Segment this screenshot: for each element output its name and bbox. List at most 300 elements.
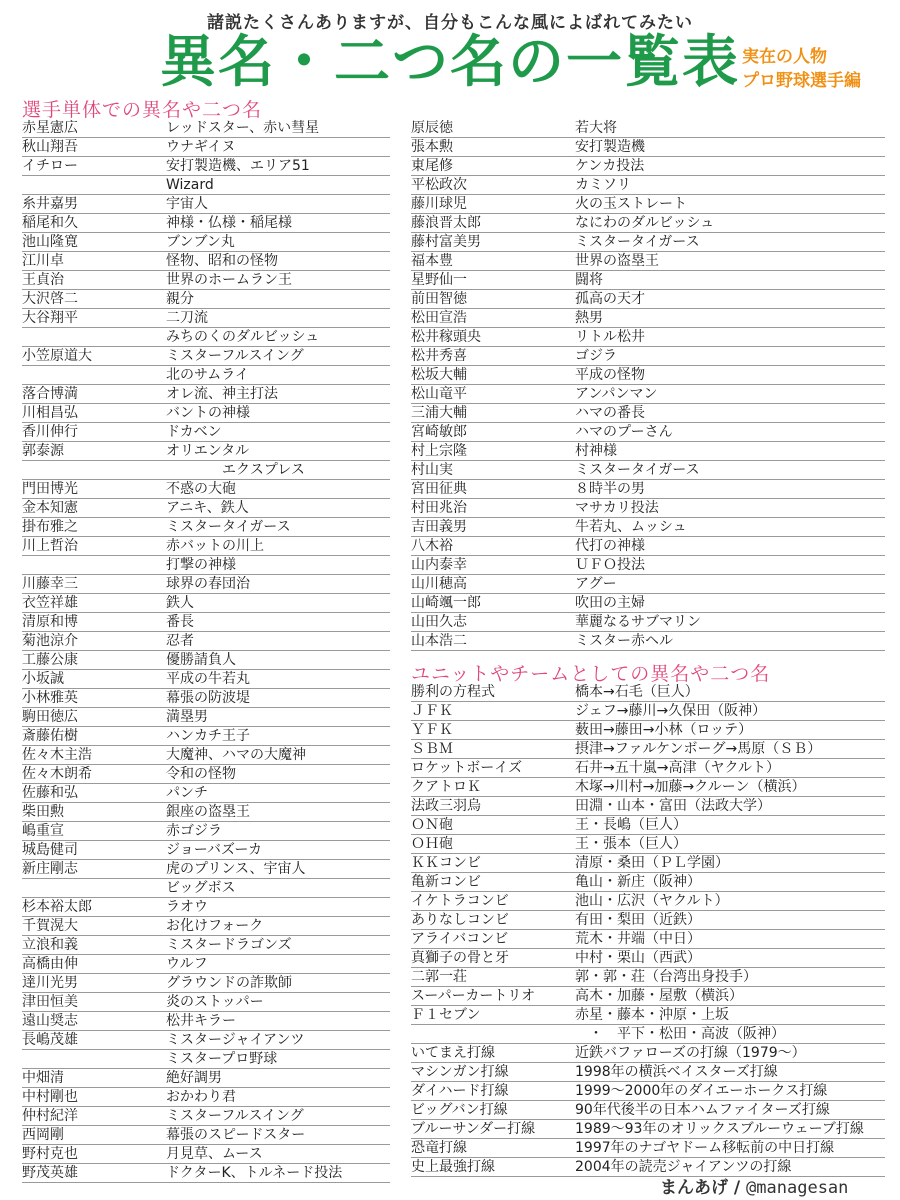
item-nickname: なにわのダルビッシュ	[575, 215, 715, 231]
category-note-line-1: 実在の人物	[742, 47, 827, 67]
item-nickname: 鉄人	[166, 595, 194, 611]
item-name	[411, 1025, 575, 1043]
item-name: 山内泰幸	[411, 557, 467, 573]
list-item	[22, 1126, 390, 1145]
list-item	[22, 157, 390, 176]
item-name: 小林雅英	[22, 690, 78, 706]
list-item	[411, 873, 885, 892]
list-item	[411, 683, 885, 702]
list-item	[22, 651, 390, 670]
item-name	[22, 366, 166, 384]
list-item	[22, 214, 390, 233]
item-nickname: 若大将	[575, 120, 617, 136]
item-name: 稲尾和久	[22, 215, 78, 231]
list-item	[22, 347, 390, 366]
item-name: 平松政次	[411, 177, 467, 193]
item-nickname: 吹田の主婦	[575, 595, 645, 611]
item-name: 嶋重宣	[22, 823, 64, 839]
item-name: 遠山奨志	[22, 1013, 78, 1029]
item-name: 柴田勲	[22, 804, 64, 820]
item-nickname: 忍者	[166, 633, 194, 649]
item-nickname: 1997年のナゴヤドーム移転前の中日打線	[575, 1140, 835, 1156]
list-item	[411, 930, 885, 949]
item-nickname: アンパンマン	[575, 386, 658, 402]
item-nickname: ミスタードラゴンズ	[166, 937, 292, 953]
list-item	[411, 271, 885, 290]
item-name: 福本豊	[411, 253, 453, 269]
list-item	[22, 689, 390, 708]
item-nickname: Wizard	[166, 177, 214, 193]
item-name: 山崎颯一郎	[411, 595, 481, 611]
item-name: 落合博満	[22, 386, 78, 402]
item-name: 吉田義男	[411, 519, 467, 535]
item-name: 中村剛也	[22, 1089, 78, 1105]
item-name: 松坂大輔	[411, 367, 467, 383]
item-name: ブルーサンダー打線	[411, 1121, 536, 1137]
item-name: ＳＢＭ	[411, 741, 453, 757]
item-name: マシンガン打線	[411, 1064, 509, 1080]
list-item	[411, 233, 885, 252]
list-item	[22, 290, 390, 309]
list-item	[411, 252, 885, 271]
item-name: 張本勲	[411, 139, 453, 155]
list-item	[411, 499, 885, 518]
item-nickname: ・ 平下・松田・高波（阪神）	[575, 1026, 785, 1042]
list-item	[411, 214, 885, 233]
list-item	[22, 898, 390, 917]
list-item	[22, 119, 390, 138]
item-nickname: ジョーバズーカ	[166, 842, 263, 858]
item-nickname: 球界の春団治	[166, 576, 250, 592]
item-name: 星野仙一	[411, 272, 467, 288]
item-name: 立浪和義	[22, 937, 78, 953]
list-item	[411, 461, 885, 480]
item-name: ロケットボーイズ	[411, 760, 523, 776]
item-nickname: 華麗なるサブマリン	[575, 614, 701, 630]
list-item	[22, 252, 390, 271]
item-nickname: 1989～93年のオリックスブルーウェーブ打線	[575, 1121, 864, 1137]
item-name: 松山竜平	[411, 386, 467, 402]
item-nickname: 荒木・井端（中日）	[575, 931, 701, 947]
item-name: 衣笠祥雄	[22, 595, 78, 611]
list-item	[411, 759, 885, 778]
list-item	[22, 271, 390, 290]
item-nickname: 満塁男	[166, 709, 208, 725]
list-item	[22, 803, 390, 822]
list-item	[411, 176, 885, 195]
item-nickname: ウルフ	[166, 956, 208, 972]
item-name: 勝利の方程式	[411, 684, 495, 700]
item-name: 金本知憲	[22, 500, 78, 516]
list-item	[411, 816, 885, 835]
item-name: 高橋由伸	[22, 956, 78, 972]
page-subtitle: 諸説たくさんありますが、自分もこんな風によばれてみたい	[207, 13, 693, 33]
category-note	[742, 45, 861, 93]
list-item	[22, 841, 390, 860]
list-item	[411, 480, 885, 499]
item-nickname: 幕張のスピードスター	[166, 1127, 306, 1143]
list-item	[22, 613, 390, 632]
item-name: 藤川球児	[411, 196, 467, 212]
list-item	[411, 721, 885, 740]
item-nickname: 炎のストッパー	[166, 994, 264, 1010]
item-nickname: 世界のホームラン王	[166, 272, 292, 288]
item-name: イチロー	[22, 158, 78, 174]
item-nickname: ゴジラ	[575, 348, 617, 364]
item-nickname: ＵＦＯ投法	[575, 557, 645, 573]
item-nickname: 二刀流	[166, 310, 208, 326]
item-nickname: レッドスター、赤い彗星	[166, 120, 320, 136]
list-item	[411, 702, 885, 721]
item-name: 東尾修	[411, 158, 453, 174]
list-item	[22, 195, 390, 214]
item-name: 山川穂高	[411, 576, 467, 592]
item-name: 山本浩二	[411, 633, 467, 649]
item-nickname: 絶好調男	[166, 1070, 222, 1086]
item-name	[22, 556, 166, 574]
list-item	[22, 480, 390, 499]
item-name	[22, 879, 166, 897]
item-nickname: ミスタージャイアンツ	[166, 1032, 305, 1048]
list-item	[411, 290, 885, 309]
list-item	[22, 138, 390, 157]
list-item	[22, 1145, 390, 1164]
item-nickname: 世界の盗塁王	[575, 253, 659, 269]
item-nickname: リトル松井	[575, 329, 645, 345]
list-item	[22, 670, 390, 689]
list-item	[411, 968, 885, 987]
item-name: ＫＫコンビ	[411, 855, 481, 871]
list-item	[411, 854, 885, 873]
item-name: 王貞治	[22, 272, 64, 288]
item-nickname: 幕張の防波堤	[166, 690, 250, 706]
item-nickname: 村神様	[575, 443, 617, 459]
item-nickname: みちのくのダルビッシュ	[166, 329, 320, 345]
list-item	[22, 233, 390, 252]
list-item	[411, 632, 885, 651]
list-item	[22, 1069, 390, 1088]
item-nickname: ハマのプーさん	[575, 424, 673, 440]
list-item	[411, 556, 885, 575]
item-nickname: 1999～2000年のダイエーホークス打線	[575, 1083, 828, 1099]
item-nickname: 令和の怪物	[166, 766, 236, 782]
list-item	[411, 835, 885, 854]
item-nickname: ケンカ投法	[575, 158, 645, 174]
author-handle: @managesan	[746, 1178, 849, 1198]
list-item	[411, 404, 885, 423]
list-item	[411, 613, 885, 632]
list-item	[411, 575, 885, 594]
item-name: 新庄剛志	[22, 861, 78, 877]
list-item	[22, 1050, 390, 1069]
list-item	[22, 537, 390, 556]
list-item	[22, 765, 390, 784]
item-name: 斎藤佑樹	[22, 728, 78, 744]
item-name: 池山隆寛	[22, 234, 78, 250]
list-item	[411, 347, 885, 366]
item-nickname: 橋本→石毛（巨人）	[575, 684, 699, 700]
item-nickname: 王・張本（巨人）	[575, 836, 687, 852]
item-nickname: 虎のプリンス、宇宙人	[166, 861, 306, 877]
list-item	[411, 1006, 885, 1025]
item-nickname: 王・長嶋（巨人）	[575, 817, 687, 833]
item-nickname: ミスターフルスイング	[166, 348, 304, 364]
item-nickname: ハンカチ王子	[166, 728, 250, 744]
item-name: 宮田征典	[411, 481, 467, 497]
list-item	[411, 1101, 885, 1120]
item-nickname: ウナギイヌ	[166, 139, 236, 155]
list-item	[22, 366, 390, 385]
item-name: 村上宗隆	[411, 443, 467, 459]
item-nickname: 闘将	[575, 272, 603, 288]
item-nickname: ハマの番長	[575, 405, 645, 421]
item-nickname: バントの神様	[166, 405, 250, 421]
item-nickname: 番長	[166, 614, 194, 630]
item-nickname: グラウンドの詐欺師	[166, 975, 292, 991]
units-list	[411, 683, 885, 1177]
item-name: 村山実	[411, 462, 453, 478]
item-name: 大谷翔平	[22, 310, 78, 326]
item-nickname: 薮田→藤田→小林（ロッテ）	[575, 722, 753, 738]
item-nickname: 池山・広沢（ヤクルト）	[575, 893, 729, 909]
item-name: 門田博光	[22, 481, 78, 497]
item-name: 中畑清	[22, 1070, 64, 1086]
item-name: スーパーカートリオ	[411, 988, 536, 1004]
item-nickname: 郭・郭・荘（台湾出身投手）	[575, 969, 757, 985]
item-name: 赤星憲広	[22, 120, 78, 136]
list-item	[22, 936, 390, 955]
item-name: 史上最強打線	[411, 1159, 495, 1175]
item-nickname: アグー	[575, 576, 617, 592]
list-item	[411, 195, 885, 214]
list-item	[411, 949, 885, 968]
item-name	[22, 461, 166, 479]
item-nickname: 亀山・新庄（阪神）	[575, 874, 701, 890]
item-name: 松田宣浩	[411, 310, 467, 326]
item-name: 山田久志	[411, 614, 467, 630]
list-item	[411, 423, 885, 442]
item-name: 香川伸行	[22, 424, 78, 440]
item-name: 原辰徳	[411, 120, 453, 136]
item-name: いてまえ打線	[411, 1045, 495, 1061]
item-nickname: 1998年の横浜ベイスターズ打線	[575, 1064, 778, 1080]
item-name: 糸井嘉男	[22, 196, 78, 212]
list-item	[22, 1031, 390, 1050]
item-name: 菊池涼介	[22, 633, 78, 649]
list-item	[411, 1139, 885, 1158]
list-item	[411, 987, 885, 1006]
item-nickname: ビッグボス	[166, 880, 236, 896]
item-name: 前田智徳	[411, 291, 467, 307]
item-name: ＯＨ砲	[411, 836, 453, 852]
item-nickname: 平成の牛若丸	[166, 671, 250, 687]
item-nickname: 赤バットの川上	[166, 538, 264, 554]
item-nickname: 有田・梨田（近鉄）	[575, 912, 701, 928]
item-name: ＯＮ砲	[411, 817, 453, 833]
author-name: まんあげ	[660, 1178, 728, 1198]
list-item	[411, 385, 885, 404]
item-nickname: 摂津→ファルケンボーグ→馬原（ＳＢ）	[575, 741, 822, 757]
item-nickname: エクスプレス	[166, 462, 305, 478]
list-item	[411, 1082, 885, 1101]
item-name: 佐々木朗希	[22, 766, 92, 782]
item-nickname: アニキ、鉄人	[166, 500, 249, 516]
list-item	[22, 993, 390, 1012]
list-item	[411, 911, 885, 930]
list-item	[22, 442, 390, 461]
item-name: 村田兆治	[411, 500, 467, 516]
item-name: 千賀滉大	[22, 918, 78, 934]
item-nickname: 熱男	[575, 310, 603, 326]
item-name: 川相昌弘	[22, 405, 78, 421]
item-nickname: 田淵・山本・富田（法政大学）	[575, 798, 771, 814]
item-name: 津田恒美	[22, 994, 78, 1010]
item-name: 二郭一荘	[411, 969, 467, 985]
item-name: 小笠原道大	[22, 348, 92, 364]
credit-separator: /	[728, 1178, 747, 1198]
list-item	[22, 917, 390, 936]
list-item	[22, 1164, 390, 1183]
list-item	[411, 594, 885, 613]
item-nickname: ミスター赤ヘル	[575, 633, 673, 649]
item-name: 恐竜打線	[411, 1140, 467, 1156]
item-name: クアトロＫ	[411, 779, 481, 795]
list-item	[22, 461, 390, 480]
item-nickname: 宇宙人	[166, 196, 208, 212]
list-item	[411, 442, 885, 461]
item-nickname: おかわり君	[166, 1089, 236, 1105]
section-heading-players: 選手単体での異名や二つ名	[22, 99, 263, 121]
list-item	[22, 784, 390, 803]
author-credit	[660, 1173, 848, 1198]
list-item	[411, 740, 885, 759]
item-nickname: 神様・仏様・稲尾様	[166, 215, 292, 231]
item-nickname: 銀座の盗塁王	[166, 804, 250, 820]
item-nickname: 月見草、ムース	[166, 1146, 263, 1162]
item-name: ダイハード打線	[411, 1083, 509, 1099]
list-item	[22, 746, 390, 765]
list-item	[22, 309, 390, 328]
list-item	[22, 1088, 390, 1107]
list-item	[22, 575, 390, 594]
item-name: 川藤幸三	[22, 576, 78, 592]
item-nickname: マサカリ投法	[575, 500, 659, 516]
item-name: ＪＦＫ	[411, 703, 453, 719]
item-name: 佐藤和弘	[22, 785, 78, 801]
item-name: 野茂英雄	[22, 1165, 78, 1181]
item-name: 郭泰源	[22, 443, 64, 459]
list-item	[411, 892, 885, 911]
item-nickname: 代打の神様	[575, 538, 645, 554]
item-name: 掛布雅之	[22, 519, 78, 535]
item-nickname: 90年代後半の日本ハムファイターズ打線	[575, 1102, 830, 1118]
item-nickname: ジェフ→藤川→久保田（阪神）	[575, 703, 767, 719]
item-nickname: ブンブン丸	[166, 234, 235, 250]
item-name: ビッグバン打線	[411, 1102, 508, 1118]
item-name: 駒田徳広	[22, 709, 78, 725]
list-item	[22, 499, 390, 518]
item-name: アライバコンビ	[411, 931, 509, 947]
category-note-line-2: プロ野球選手編	[742, 71, 861, 91]
list-item	[411, 1120, 885, 1139]
item-name: 八木裕	[411, 538, 453, 554]
item-nickname: オレ流、神主打法	[166, 386, 278, 402]
item-nickname: パンチ	[166, 785, 208, 801]
item-nickname: 孤高の天才	[575, 291, 645, 307]
item-nickname: 赤ゴジラ	[166, 823, 222, 839]
item-nickname: 牛若丸、ムッシュ	[575, 519, 687, 535]
list-item	[22, 955, 390, 974]
item-nickname: 高木・加藤・屋敷（横浜）	[575, 988, 743, 1004]
item-name: 長嶋茂雄	[22, 1032, 78, 1048]
list-item	[22, 328, 390, 347]
item-name: 仲村紀洋	[22, 1108, 78, 1124]
item-nickname: 優勝請負人	[166, 652, 236, 668]
list-item	[411, 537, 885, 556]
item-nickname: 安打製造機、エリア51	[166, 158, 310, 174]
item-name: 法政三羽烏	[411, 798, 481, 814]
item-nickname: 石井→五十嵐→高津（ヤクルト）	[575, 760, 781, 776]
item-name: ありなしコンビ	[411, 912, 509, 928]
item-name: 三浦大輔	[411, 405, 467, 421]
item-nickname: ドクターK、トルネード投法	[166, 1165, 343, 1181]
item-nickname: 平成の怪物	[575, 367, 645, 383]
list-item	[22, 423, 390, 442]
item-nickname: 木塚→川村→加藤→クルーン（横浜）	[575, 779, 806, 795]
list-item	[22, 518, 390, 537]
item-name: 亀新コンビ	[411, 874, 481, 890]
item-nickname: カミソリ	[575, 177, 631, 193]
list-item	[411, 1025, 885, 1044]
list-item	[411, 1044, 885, 1063]
item-name: 西岡剛	[22, 1127, 64, 1143]
list-item	[411, 328, 885, 347]
item-name: 野村克也	[22, 1146, 78, 1162]
item-nickname: 親分	[166, 291, 194, 307]
list-item	[22, 974, 390, 993]
item-name	[22, 328, 166, 346]
item-name: 秋山翔吾	[22, 139, 78, 155]
item-nickname: 近鉄バファローズの打線（1979～）	[575, 1045, 806, 1061]
item-name: 松井秀喜	[411, 348, 467, 364]
item-nickname: 赤星・藤本・沖原・上坂	[575, 1007, 729, 1023]
item-name: 杉本裕太郎	[22, 899, 92, 915]
item-nickname: 大魔神、ハマの大魔神	[166, 747, 306, 763]
list-item	[411, 138, 885, 157]
list-item	[411, 366, 885, 385]
item-name: 佐々木主浩	[22, 747, 92, 763]
item-name: Ｆ１セブン	[411, 1007, 481, 1023]
item-nickname: 不惑の大砲	[166, 481, 236, 497]
item-nickname: 安打製造機	[575, 139, 645, 155]
item-nickname: ミスタータイガース	[166, 519, 291, 535]
item-nickname: オリエンタル	[166, 443, 250, 459]
item-nickname: 清原・桑田（ＰＬ学園）	[575, 855, 729, 871]
list-item	[22, 176, 390, 195]
item-name: ＹＦＫ	[411, 722, 453, 738]
item-name: 真獅子の骨と牙	[411, 950, 509, 966]
list-item	[22, 632, 390, 651]
list-item	[22, 860, 390, 879]
item-nickname: ミスタータイガース	[575, 462, 700, 478]
item-name	[22, 176, 166, 194]
list-item	[22, 727, 390, 746]
item-nickname: 打撃の神様	[166, 557, 236, 573]
item-nickname: 火の玉ストレート	[575, 196, 687, 212]
list-item	[411, 157, 885, 176]
item-name: 小坂誠	[22, 671, 64, 687]
list-item	[411, 1063, 885, 1082]
